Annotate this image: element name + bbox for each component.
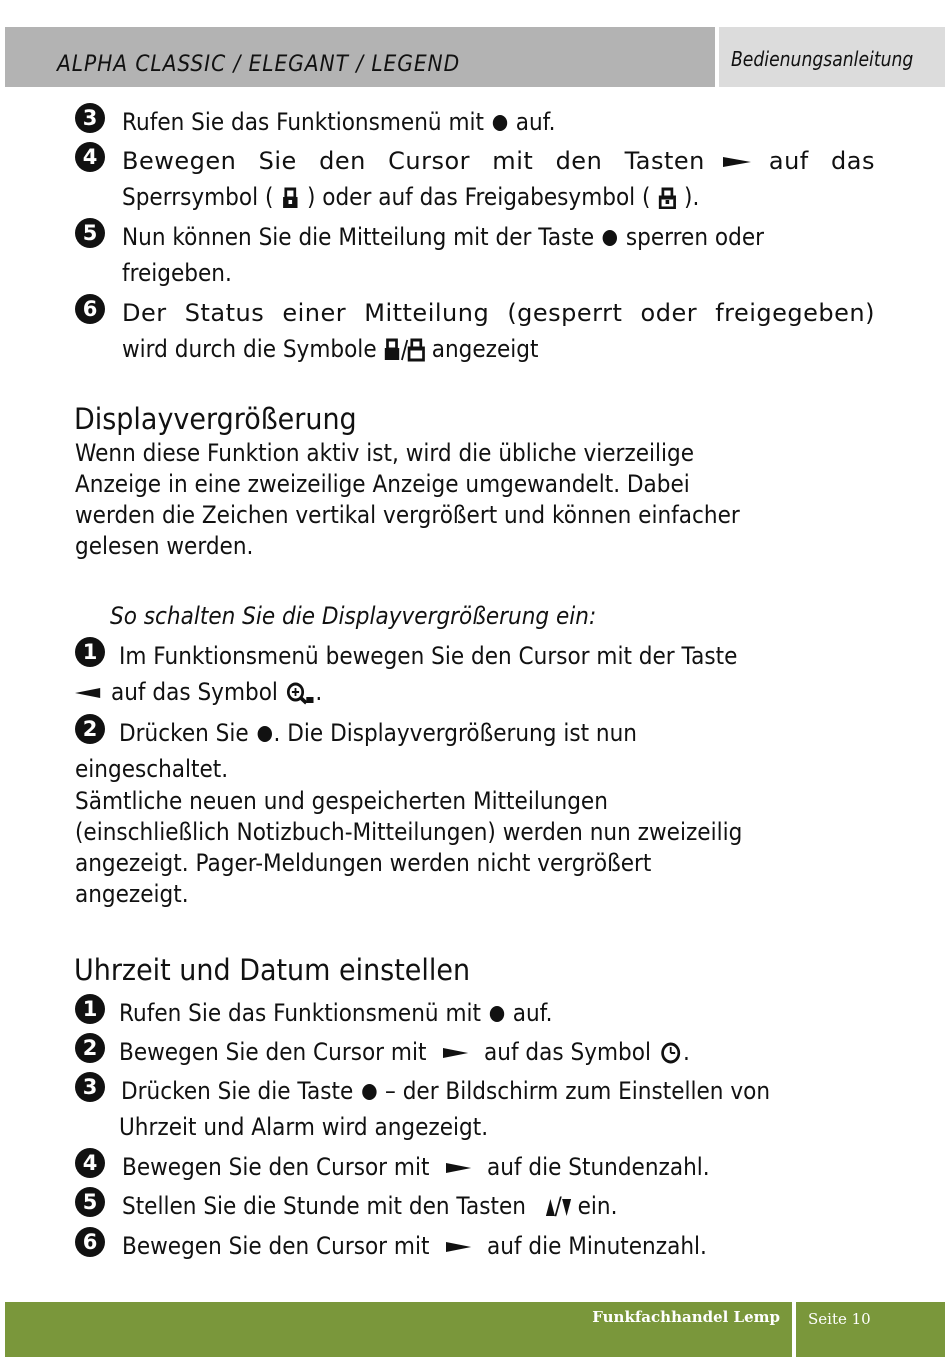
step-text: Rufen Sie das Funktionsmenü mit auf. xyxy=(122,108,556,136)
step-text: Drücken Sie . Die Displayvergrößerung ist nun xyxy=(119,719,637,747)
lock-closed-icon xyxy=(280,187,300,209)
step-number-5: 5 xyxy=(75,218,105,248)
lock-status-icon xyxy=(383,338,424,362)
header-title: ALPHA CLASSIC / ELEGANT / LEGEND xyxy=(57,52,461,77)
up-down-keys-icon: / xyxy=(545,1191,570,1221)
header-bar xyxy=(5,27,715,87)
arrow-right-key-icon xyxy=(446,1242,471,1252)
step-text: wird durch die Symbole angezeigt xyxy=(122,335,539,363)
arrow-right-key-icon xyxy=(446,1163,471,1173)
paragraph-line: angezeigt. xyxy=(75,880,189,908)
header-doc-type xyxy=(719,27,945,87)
paragraph-line: (einschließlich Notizbuch-Mitteilungen) werden nun zweizeilig xyxy=(75,818,743,846)
select-key-icon xyxy=(490,1006,504,1022)
zoom-icon xyxy=(285,681,316,705)
step-text: Stellen Sie die Stunde mit den Tasten / ein. xyxy=(122,1192,618,1220)
clock-icon xyxy=(658,1041,683,1065)
paragraph-line: angezeigt. Pager-Meldungen werden nicht vergrößert xyxy=(75,849,652,877)
page-number: Seite 10 xyxy=(808,1310,871,1328)
step-text: Bewegen Sie den Cursor mit auf die Stundenzahl. xyxy=(122,1153,710,1181)
step-number-4: 4 xyxy=(75,142,105,172)
arrow-right-key-icon xyxy=(443,1048,468,1058)
subheading: So schalten Sie die Displayvergrößerung ein: xyxy=(110,602,597,630)
paragraph-line: gelesen werden. xyxy=(75,532,254,560)
footer-shop-name: Funkfachhandel Lemp xyxy=(592,1308,780,1326)
step-text: Im Funktionsmenü bewegen Sie den Cursor mit der Taste xyxy=(119,642,738,670)
paragraph-line: Anzeige in eine zweizeilige Anzeige umgewandelt. Dabei xyxy=(75,470,690,498)
step-text: Uhrzeit und Alarm wird angezeigt. xyxy=(119,1113,489,1141)
section-heading: Displayvergrößerung xyxy=(74,402,357,436)
step-text: eingeschaltet. xyxy=(75,755,229,783)
step-text: Bewegen Sie den Cursor mit auf das Symbol . xyxy=(119,1038,690,1066)
paragraph-line: Wenn diese Funktion aktiv ist, wird die übliche vierzeilige xyxy=(75,439,695,467)
select-key-icon xyxy=(257,726,271,742)
header-doc-label: Bedienungsanleitung xyxy=(731,47,914,71)
paragraph-line: werden die Zeichen vertikal vergrößert und können einfacher xyxy=(75,501,740,529)
step-text: Bewegen Sie den Cursor mit auf die Minutenzahl. xyxy=(122,1232,707,1260)
step-text: auf das Symbol . xyxy=(75,677,322,707)
step-text: Rufen Sie das Funktionsmenü mit auf. xyxy=(119,999,553,1027)
step-number-6: 6 xyxy=(75,1227,105,1257)
step-number-1: 1 xyxy=(75,994,105,1024)
step-number-6: 6 xyxy=(75,294,105,324)
select-key-icon xyxy=(493,115,507,131)
step-text: Der Status einer Mitteilung (gesperrt oder freigegeben) xyxy=(122,299,875,327)
arrow-right-key-icon xyxy=(723,157,751,167)
step-number-3: 3 xyxy=(75,1072,105,1102)
step-text: freigeben. xyxy=(122,259,232,287)
step-text: Nun können Sie die Mitteilung mit der Taste sperren oder xyxy=(122,223,764,251)
step-text: Sperrsymbol ( ) oder auf das Freigabesymbol ( ). xyxy=(122,183,700,211)
step-text: Bewegen Sie den Cursor mit den Tasten auf das xyxy=(122,147,875,175)
select-key-icon xyxy=(603,230,617,246)
step-number-5: 5 xyxy=(75,1187,105,1217)
footer-bar xyxy=(5,1302,792,1357)
lock-open-icon xyxy=(657,187,677,209)
step-number-1: 1 xyxy=(75,637,105,667)
step-number-2: 2 xyxy=(75,714,105,744)
section-heading: Uhrzeit und Datum einstellen xyxy=(74,953,471,987)
step-number-2: 2 xyxy=(75,1033,105,1063)
step-number-4: 4 xyxy=(75,1148,105,1178)
arrow-left-key-icon xyxy=(75,688,100,698)
paragraph-line: Sämtliche neuen und gespeicherten Mitteilungen xyxy=(75,787,608,815)
select-key-icon xyxy=(362,1084,376,1100)
step-number-3: 3 xyxy=(75,103,105,133)
footer-page xyxy=(796,1302,945,1357)
step-text: Drücken Sie die Taste – der Bildschirm zum Einstellen von xyxy=(121,1077,771,1105)
